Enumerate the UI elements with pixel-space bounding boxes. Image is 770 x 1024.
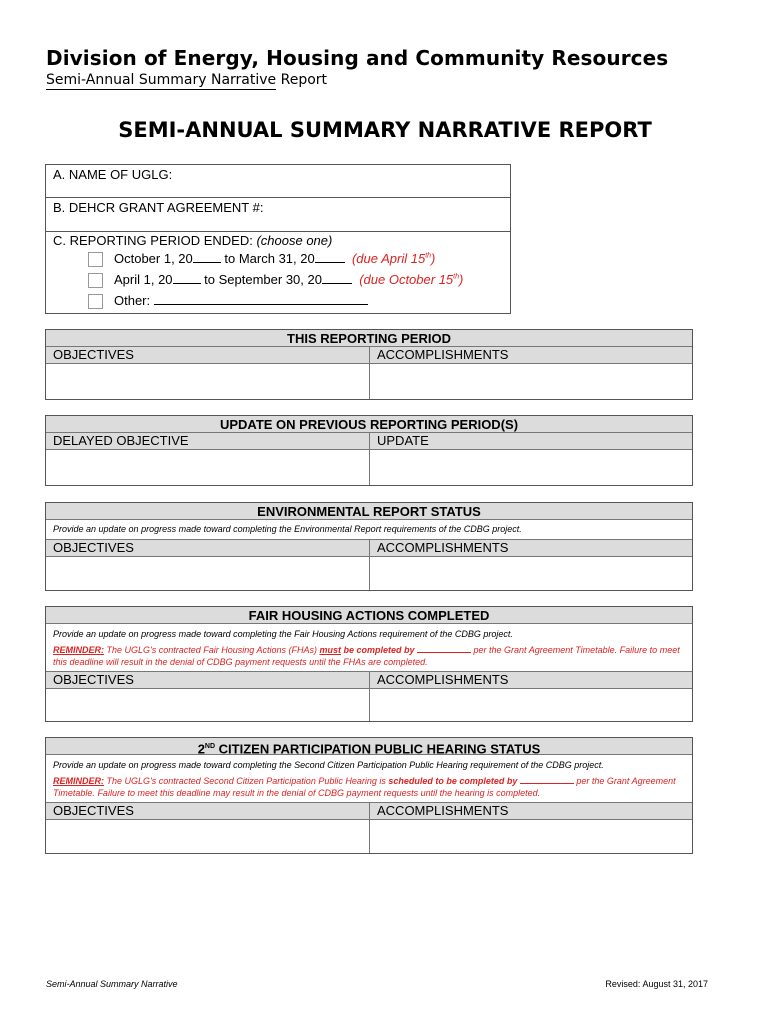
option-1-year2-blank[interactable] [315, 262, 345, 263]
section-fair-housing [45, 606, 693, 722]
option-1-due-end: ) [431, 251, 436, 266]
period-hint: (choose one) [256, 233, 333, 248]
period-label-line [53, 233, 332, 248]
reminder-bold: be completed by [340, 645, 418, 655]
reminder-note [53, 775, 684, 799]
option-1-due [352, 251, 435, 266]
subtitle-rest: Report [276, 72, 328, 88]
col-update: UPDATE [377, 433, 429, 448]
col-objectives: OBJECTIVES [53, 672, 134, 687]
title-rest: CITIZEN PARTICIPATION PUBLIC HEARING STATUS [215, 741, 541, 757]
section-title: UPDATE ON PREVIOUS REPORTING PERIOD(S) [46, 416, 692, 433]
accomplishments-cell[interactable] [370, 364, 692, 399]
section-title: ENVIRONMENTAL REPORT STATUS [46, 503, 692, 520]
reminder-date-blank[interactable] [520, 783, 574, 784]
agency-name: Division of Energy, Housing and Community Resources [46, 46, 669, 70]
subtitle [46, 72, 327, 88]
section-note: Provide an update on progress made toward completing the Fair Housing Actions requirement of the CDBG project. [53, 629, 513, 639]
col-accomplishments: ACCOMPLISHMENTS [377, 672, 509, 687]
period-option-3 [114, 293, 368, 308]
footer-left: Semi-Annual Summary Narrative [46, 979, 178, 989]
accomplishments-cell[interactable] [370, 689, 692, 721]
option-3-label: Other: [114, 293, 154, 308]
section-note: Provide an update on progress made toward completing the Second Citizen Participation Public Hearing requirement of the CDBG project. [53, 760, 604, 770]
footer-right: Revised: August 31, 2017 [605, 979, 708, 989]
col-objectives: OBJECTIVES [53, 347, 134, 362]
period-label: C. REPORTING PERIOD ENDED: [53, 233, 253, 248]
option-1-due-sup: th [425, 252, 432, 260]
accomplishments-cell[interactable] [370, 820, 692, 853]
period-option-3-checkbox[interactable] [88, 294, 103, 309]
section-public-hearing [45, 737, 693, 854]
reminder-text-1: The UGLG's contracted Fair Housing Actions (FHAs) [104, 645, 320, 655]
subtitle-underlined: Semi-Annual Summary Narrative [46, 72, 277, 88]
section-title [46, 738, 692, 755]
option-2-due [359, 272, 463, 287]
option-2-year2-blank[interactable] [322, 283, 352, 284]
info-box [45, 164, 511, 314]
section-previous-periods [45, 415, 693, 486]
section-title: FAIR HOUSING ACTIONS COMPLETED [46, 607, 692, 624]
objectives-cell[interactable] [46, 689, 369, 721]
reminder-note [53, 644, 684, 668]
reminder-text-1: The UGLG's contracted Second Citizen Participation Public Hearing is [104, 776, 389, 786]
section-environmental [45, 502, 693, 591]
uglg-name-row[interactable] [46, 165, 510, 198]
reporting-period-row [46, 232, 510, 314]
option-2-start: April 1, 20 [114, 272, 173, 287]
option-2-year-blank[interactable] [173, 283, 201, 284]
objectives-cell[interactable] [46, 364, 369, 399]
title-sup: ND [204, 743, 216, 750]
update-cell[interactable] [370, 450, 692, 485]
col-delayed-objective: DELAYED OBJECTIVE [53, 433, 189, 448]
col-accomplishments: ACCOMPLISHMENTS [377, 347, 509, 362]
option-2-due-text: (due October 15 [359, 272, 454, 287]
section-title: THIS REPORTING PERIOD [46, 330, 692, 347]
agreement-row[interactable] [46, 198, 510, 232]
col-objectives: OBJECTIVES [53, 540, 134, 555]
reminder-date-blank[interactable] [417, 652, 471, 653]
option-1-year-blank[interactable] [193, 262, 221, 263]
period-option-1-checkbox[interactable] [88, 252, 103, 267]
option-2-end: to September 30, 20 [200, 272, 322, 287]
reminder-label: REMINDER: [53, 776, 104, 786]
objectives-cell[interactable] [46, 557, 369, 590]
option-1-end: to March 31, 20 [220, 251, 315, 266]
reminder-bold: scheduled to be completed by [388, 776, 520, 786]
col-objectives: OBJECTIVES [53, 803, 134, 818]
period-option-1 [114, 251, 435, 266]
option-3-other-blank[interactable] [154, 304, 368, 305]
reminder-text-2: per the Grant Agreement Timetable. Failure to meet this deadline may result in the denial of CDBG payment requests until the hearing is completed. [53, 776, 676, 798]
col-accomplishments: ACCOMPLISHMENTS [377, 540, 509, 555]
delayed-objective-cell[interactable] [46, 450, 369, 485]
objectives-cell[interactable] [46, 820, 369, 853]
page-title: SEMI-ANNUAL SUMMARY NARRATIVE REPORT [118, 118, 652, 142]
period-option-2 [114, 272, 463, 287]
accomplishments-cell[interactable] [370, 557, 692, 590]
option-2-due-sup: th [453, 273, 459, 281]
option-1-due-text: (due April 15 [351, 251, 426, 266]
period-option-2-checkbox[interactable] [88, 273, 103, 288]
section-note: Provide an update on progress made toward completing the Environmental Report requirements of the CDBG project. [53, 524, 522, 534]
title-num: 2 [197, 741, 205, 757]
section-this-period [45, 329, 693, 400]
uglg-name-label: A. NAME OF UGLG: [53, 167, 173, 182]
reminder-must: must [319, 645, 341, 655]
option-2-due-end: ) [459, 272, 464, 287]
agreement-label: B. DEHCR GRANT AGREEMENT #: [53, 200, 264, 215]
reminder-text-2: per the Grant Agreement Timetable. Failure to meet this deadline will result in the denial of CDBG payment requests until the FHAs are completed. [53, 645, 680, 667]
option-1-start: October 1, 20 [114, 251, 193, 266]
col-accomplishments: ACCOMPLISHMENTS [377, 803, 509, 818]
reminder-label: REMINDER: [53, 645, 104, 655]
